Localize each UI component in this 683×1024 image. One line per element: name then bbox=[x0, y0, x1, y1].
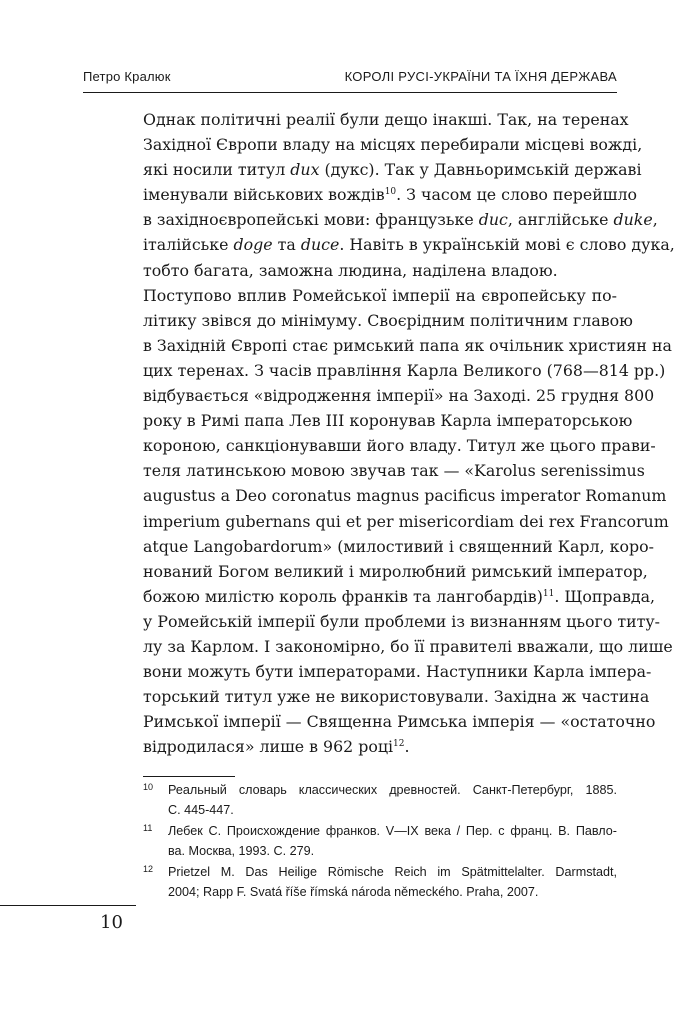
text-span: теля латинською мовою звучав так — «Karolus serenissimus bbox=[143, 461, 645, 481]
text-span: іменували військових вождів bbox=[143, 185, 385, 205]
text-span: та bbox=[272, 235, 301, 255]
footnote-number: 11 bbox=[143, 823, 153, 834]
text-line bbox=[143, 609, 660, 634]
italic-term: duc bbox=[478, 210, 508, 230]
footnote-divider bbox=[143, 776, 235, 777]
text-span: . З часом це слово перейшло bbox=[396, 185, 638, 205]
text-line bbox=[143, 483, 667, 508]
text-span: тобто багата, заможна людина, наділена владою. bbox=[143, 260, 558, 280]
italic-term: doge bbox=[233, 235, 273, 255]
footnote-ref: 10 bbox=[384, 187, 397, 198]
footnote-11 bbox=[143, 822, 617, 861]
text-line bbox=[143, 559, 648, 584]
text-line bbox=[143, 107, 629, 132]
text-span: Римської імперії — Священна Римська імперія — «остаточно bbox=[143, 712, 656, 732]
paragraph-1 bbox=[143, 107, 675, 283]
page-number-rule bbox=[0, 905, 136, 906]
text-span: італійське bbox=[143, 235, 234, 255]
footnote-line: Prietzel M. Das Heilige Römische Reich im Spätmittelalter. Darmstadt, bbox=[168, 865, 617, 880]
text-line bbox=[143, 458, 645, 483]
text-span: augustus a Deo coronatus magnus pacificus imperator Romanum bbox=[143, 486, 667, 506]
text-span: . Навіть в українській мові є слово дука, bbox=[339, 235, 675, 255]
text-span: , bbox=[652, 210, 658, 230]
footnote-ref: 11 bbox=[542, 588, 555, 599]
text-line bbox=[143, 684, 650, 709]
text-line bbox=[143, 734, 617, 759]
text-line bbox=[143, 584, 656, 609]
text-span: які носили титул bbox=[143, 160, 291, 180]
running-header-author: Петро Кралюк bbox=[83, 69, 171, 84]
text-line bbox=[143, 182, 638, 207]
text-line bbox=[143, 509, 669, 534]
text-line bbox=[143, 534, 654, 559]
footnote-ref: 12 bbox=[393, 739, 405, 750]
footnote-line: 2004; Rapp F. Svatá říše římská národa německého. Praha, 2007. bbox=[168, 884, 539, 899]
text-span: нований Богом великий і миролюбний римський імператор, bbox=[143, 561, 648, 581]
text-span: цих теренах. З часів правління Карла Великого (768—814 рр.) bbox=[143, 360, 666, 380]
footnote-line: Лебек С. Происхождение франков. V—IX века / Пер. с франц. В. Павло- bbox=[168, 824, 617, 839]
text-line bbox=[143, 157, 642, 182]
page-number: 10 bbox=[100, 912, 123, 933]
italic-term: dux bbox=[290, 160, 320, 180]
running-header-title: КОРОЛІ РУСІ-УКРАЇНИ ТА ЇХНЯ ДЕРЖАВА bbox=[344, 69, 617, 84]
text-span: року в Римі папа Лев ІІІ коронував Карла імператорською bbox=[143, 411, 633, 431]
text-line bbox=[143, 358, 666, 383]
text-line bbox=[143, 232, 675, 257]
text-span: відбувається «відродження імперії» на Заході. 25 грудня 800 bbox=[143, 386, 655, 406]
text-span: торський титул уже не використовували. Західна ж частина bbox=[143, 687, 650, 707]
italic-term: duce bbox=[300, 235, 340, 255]
text-line bbox=[143, 283, 617, 308]
footnote-12 bbox=[143, 863, 617, 902]
footnote-number: 10 bbox=[143, 782, 154, 792]
paragraph-2 bbox=[143, 283, 673, 760]
text-span: у Ромейській імперії були проблеми із визнанням цього титу- bbox=[143, 611, 660, 631]
text-span: atque Langobardorum» (милостивий і священний Карл, коро- bbox=[143, 536, 654, 556]
footnote-10 bbox=[143, 781, 617, 820]
text-line bbox=[143, 132, 643, 157]
text-line bbox=[143, 433, 656, 458]
footnote-number: 12 bbox=[143, 864, 154, 875]
text-span: відродилася» лише в 962 році bbox=[143, 737, 394, 757]
text-span: короною, санкціонувавши його владу. Титул же цього прави- bbox=[143, 436, 656, 456]
text-span: Однак політичні реалії були дещо інакші. Так, на теренах bbox=[143, 110, 629, 129]
footnote-line: С. 445-447. bbox=[168, 802, 234, 817]
text-line bbox=[143, 207, 658, 232]
footnote-line: Реальный словарь классических древностей. Санкт-Петербург, 1885. bbox=[168, 783, 617, 797]
text-span: в західноєвропейські мови: французьке bbox=[143, 210, 479, 230]
text-span: в Західній Європі стає римський папа як очільник християн на bbox=[143, 335, 672, 355]
text-span: божою милістю король франків та лангобардів) bbox=[143, 586, 543, 606]
text-line bbox=[143, 408, 633, 433]
text-span: Поступово вплив Ромейської імперії на європейську по- bbox=[143, 285, 617, 305]
footnotes bbox=[143, 781, 617, 905]
text-line bbox=[143, 383, 655, 408]
footnote-line: ва. Москва, 1993. С. 279. bbox=[168, 843, 315, 858]
text-line bbox=[143, 308, 633, 333]
text-span: . Щоправда, bbox=[554, 586, 656, 606]
text-span: Західної Європи владу на місцях перебирали місцеві вожді, bbox=[143, 135, 643, 155]
text-line bbox=[143, 659, 652, 684]
italic-term: duke bbox=[613, 210, 653, 230]
main-text bbox=[143, 107, 675, 759]
header-divider bbox=[83, 92, 617, 93]
text-span: лу за Карлом. І закономірно, бо її правителі вважали, що лише bbox=[143, 636, 673, 656]
text-span: . bbox=[404, 737, 410, 757]
text-line bbox=[143, 709, 656, 734]
text-span: , англійське bbox=[507, 210, 614, 230]
text-span: imperium gubernans qui et per misericordiam dei rex Francorum bbox=[143, 511, 669, 531]
text-line bbox=[143, 333, 672, 358]
text-line bbox=[143, 634, 673, 659]
text-line bbox=[143, 258, 617, 283]
text-span: (дукс). Так у Давньоримській державі bbox=[319, 160, 642, 180]
text-span: літику звівся до мінімуму. Своєрідним політичним главою bbox=[143, 310, 633, 330]
text-span: вони можуть бути імператорами. Наступники Карла імпера- bbox=[143, 662, 652, 682]
